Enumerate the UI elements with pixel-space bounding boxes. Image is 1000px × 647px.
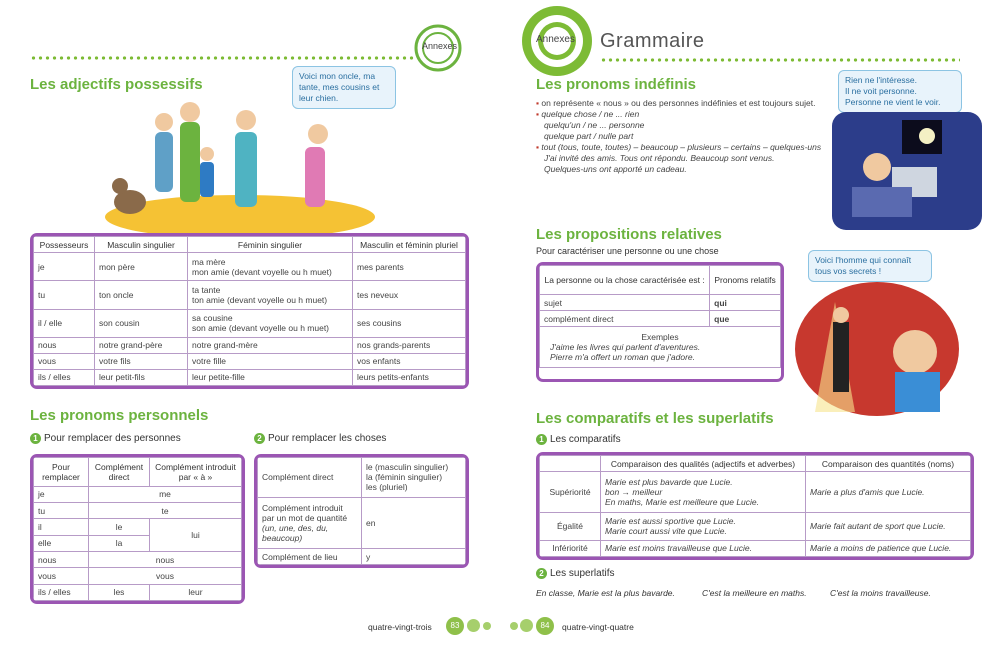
table-cell: nos grands-parents [353, 337, 466, 353]
subheading-personnes [30, 433, 181, 444]
table-cell: tu [34, 503, 89, 519]
table-possessifs [30, 233, 469, 389]
number-badge: 2 [536, 568, 547, 579]
table-cell: il / elle [34, 309, 95, 337]
table-row [258, 458, 466, 498]
subheading-superlatifs [536, 568, 614, 579]
table-cell: Marie est moins travailleuse que Lucie. [601, 540, 806, 556]
table-cell: Marie a moins de patience que Lucie. [806, 540, 971, 556]
table-cell: tes neveux [353, 281, 466, 309]
table-comparatifs [536, 452, 974, 560]
heading-propositions-relatives: Les propositions relatives [536, 226, 722, 243]
table-cell: me [89, 486, 242, 502]
table-cell: ta tante ton amie (devant voyelle ou h muet) [188, 281, 353, 309]
col-header: La personne ou la chose caractérisée est : [540, 266, 710, 295]
list-item [536, 120, 831, 131]
table-cell: sa cousine son amie (devant voyelle ou h muet) [188, 309, 353, 337]
table-cell: la [89, 535, 150, 551]
table-cell: Supériorité [540, 472, 601, 513]
computer-boy-illustration [832, 112, 982, 230]
table-cell: Marie fait autant de sport que Lucie. [806, 512, 971, 540]
page-number-left: 83 [446, 617, 464, 635]
table-row [34, 486, 242, 502]
table-cell: Marie a plus d'amis que Lucie. [806, 472, 971, 513]
table-cell: votre fils [95, 353, 188, 369]
table-cell: vous [34, 353, 95, 369]
col-header: Pour remplacer [34, 458, 89, 487]
speech-bubble-relatives: Voici l'homme qui connaît tous vos secrets ! [808, 250, 932, 282]
section-title-grammaire: Grammaire [600, 30, 705, 52]
col-header: Complément direct [89, 458, 150, 487]
footer-dot [483, 622, 491, 630]
table-row [34, 503, 242, 519]
table-cell: le [89, 519, 150, 535]
table-cell: leurs petits-enfants [353, 369, 466, 385]
cell-label: Complément introduit par un mot de quantité [262, 503, 348, 524]
list-item: ▪ on représente « nous » ou des personnes indéfinies et est toujours sujet. [536, 98, 816, 108]
table-cell: ils / elles [34, 584, 89, 600]
table-cell [258, 497, 362, 549]
table-row [540, 472, 971, 513]
example-line: J'aime les livres qui parlent d'aventures. [550, 342, 701, 352]
table-cell: y [362, 549, 466, 565]
table-cell: ils / elles [34, 369, 95, 385]
header-dots-right [600, 58, 960, 62]
col-header: Possesseurs [34, 237, 95, 253]
table-cell: leur [150, 584, 242, 600]
table-row [258, 497, 466, 549]
table-row [540, 327, 781, 368]
table-cell: notre grand-mère [188, 337, 353, 353]
table-row [34, 568, 242, 584]
footer-dot [510, 622, 518, 630]
magician-illustration [795, 282, 960, 417]
list-item [536, 164, 831, 175]
family-illustration [100, 92, 375, 237]
table-cell: en [362, 497, 466, 549]
list-item-text: quelqu'un / ne ... personne [544, 120, 645, 130]
list-item: ▪ quelque chose / ne ... rien [536, 109, 640, 119]
heading-pronoms-indefinis: Les pronoms indéfinis [536, 76, 697, 93]
table-row [540, 540, 971, 556]
table-cell: Infériorité [540, 540, 601, 556]
table-row [34, 253, 466, 281]
table-row [258, 549, 466, 565]
list-item [536, 153, 831, 164]
table-cell: Marie est aussi sportive que Lucie. Marie court aussi vite que Lucie. [601, 512, 806, 540]
subheading-label: Pour remplacer des personnes [44, 433, 181, 444]
table-cell: leur petit-fils [95, 369, 188, 385]
subheading-label: Les comparatifs [550, 434, 621, 445]
annexes-label-left: Annexes [422, 41, 458, 51]
table-cell: notre grand-père [95, 337, 188, 353]
table-cell: te [89, 503, 242, 519]
relatives-intro: Pour caractériser une personne ou une chose [536, 246, 719, 256]
superlatif-example: En classe, Marie est la plus bavarde. [536, 588, 675, 598]
col-header: Complément introduit par « à » [150, 458, 242, 487]
table-cell: sujet [540, 295, 710, 311]
subheading-choses [254, 433, 386, 444]
footer-dot [467, 619, 480, 632]
table-cell: le (masculin singulier) la (féminin singulier) les (pluriel) [362, 458, 466, 498]
list-item-text: quelque part / nulle part [544, 131, 634, 141]
cell-note: (un, une, des, du, beaucoup) [262, 523, 329, 544]
footer-page-text-left: quatre-vingt-trois [368, 622, 432, 632]
speech-bubble-family: Voici mon oncle, ma tante, mes cousins et leur chien. [292, 66, 396, 109]
table-cell: Complément direct [258, 458, 362, 498]
table-row [34, 584, 242, 600]
table-cell: Égalité [540, 512, 601, 540]
col-header: Comparaison des qualités (adjectifs et adverbes) [601, 456, 806, 472]
number-badge: 1 [536, 434, 547, 445]
table-cell: mon père [95, 253, 188, 281]
table-row [34, 353, 466, 369]
number-badge: 1 [30, 433, 41, 444]
table-cell: mes parents [353, 253, 466, 281]
table-cell: nous [34, 552, 89, 568]
table-row [540, 311, 781, 327]
table-cell: les [89, 584, 150, 600]
table-cell: tu [34, 281, 95, 309]
table-cell: lui [150, 519, 242, 552]
annexes-logo-left [414, 24, 462, 72]
table-row [34, 369, 466, 385]
page-number-right: 84 [536, 617, 554, 635]
col-header [540, 456, 601, 472]
table-cell: que [710, 311, 781, 327]
table-cell: complément direct [540, 311, 710, 327]
table-row [540, 512, 971, 540]
table-cell: leur petite-fille [188, 369, 353, 385]
table-cell [540, 327, 781, 368]
list-item-text: J'ai invité des amis. Tous ont répondu. Beaucoup sont venus. [544, 153, 775, 163]
example-line: Pierre m'a offert un roman que j'adore. [550, 352, 695, 362]
header-dots-left [30, 56, 415, 60]
table-row [540, 295, 781, 311]
speech-bubble-indefinis: Rien ne l'intéresse. Il ne voit personne. Personne ne vient le voir. [838, 70, 962, 113]
table-pronoms-personnes [30, 454, 245, 604]
col-header: Comparaison des quantités (noms) [806, 456, 971, 472]
subheading-label: Pour remplacer les choses [268, 433, 387, 444]
list-item-text: Quelques-uns ont apporté un cadeau. [544, 164, 687, 174]
col-header: Masculin singulier [95, 237, 188, 253]
superlatif-example: C'est la meilleure en maths. [702, 588, 807, 598]
footer-dot [520, 619, 533, 632]
table-cell: Complément de lieu [258, 549, 362, 565]
table-cell: votre fille [188, 353, 353, 369]
subheading-label: Les superlatifs [550, 568, 615, 579]
heading-adjectifs-possessifs: Les adjectifs possessifs [30, 76, 203, 93]
table-cell: vos enfants [353, 353, 466, 369]
table-cell: ses cousins [353, 309, 466, 337]
table-row [34, 519, 242, 535]
table-cell: nous [34, 337, 95, 353]
heading-comparatifs-superlatifs: Les comparatifs et les superlatifs [536, 410, 774, 427]
table-row [34, 552, 242, 568]
superlatif-example: C'est la moins travailleuse. [830, 588, 931, 598]
table-cell: je [34, 253, 95, 281]
examples-label: Exemples [641, 332, 679, 342]
table-row [34, 309, 466, 337]
number-badge: 2 [254, 433, 265, 444]
subheading-comparatifs [536, 434, 621, 445]
col-header: Masculin et féminin pluriel [353, 237, 466, 253]
col-header: Pronoms relatifs [710, 266, 781, 295]
table-row [34, 337, 466, 353]
table-cell: elle [34, 535, 89, 551]
table-cell: qui [710, 295, 781, 311]
table-cell: vous [34, 568, 89, 584]
col-header: Féminin singulier [188, 237, 353, 253]
table-cell: ma mère mon amie (devant voyelle ou h muet) [188, 253, 353, 281]
table-cell: Marie est plus bavarde que Lucie. bon → meilleur En maths, Marie est meilleure que Lucie. [601, 472, 806, 513]
annexes-logo-right [518, 2, 596, 80]
table-cell: il [34, 519, 89, 535]
annexes-label-right: Annexes [536, 34, 575, 45]
list-item-text: quelque chose / ne ... rien [541, 109, 640, 119]
table-row [34, 281, 466, 309]
table-pronoms-choses [254, 454, 469, 568]
table-cell: nous [89, 552, 242, 568]
list-item-text: on représente « nous » ou des personnes indéfinies et est toujours sujet. [541, 98, 816, 108]
table-cell: vous [89, 568, 242, 584]
table-cell: son cousin [95, 309, 188, 337]
list-item [536, 131, 831, 142]
heading-pronoms-personnels: Les pronoms personnels [30, 407, 209, 424]
indefinis-list [536, 98, 831, 175]
list-item-text: tout (tous, toute, toutes) – beaucoup – plusieurs – certains – quelques-uns [541, 142, 822, 152]
table-cell: je [34, 486, 89, 502]
table-relatives [536, 262, 784, 382]
table-cell: ton oncle [95, 281, 188, 309]
list-item: ▪ tout (tous, toute, toutes) – beaucoup – plusieurs – certains – quelques-uns [536, 142, 822, 152]
footer-page-text-right: quatre-vingt-quatre [562, 622, 634, 632]
